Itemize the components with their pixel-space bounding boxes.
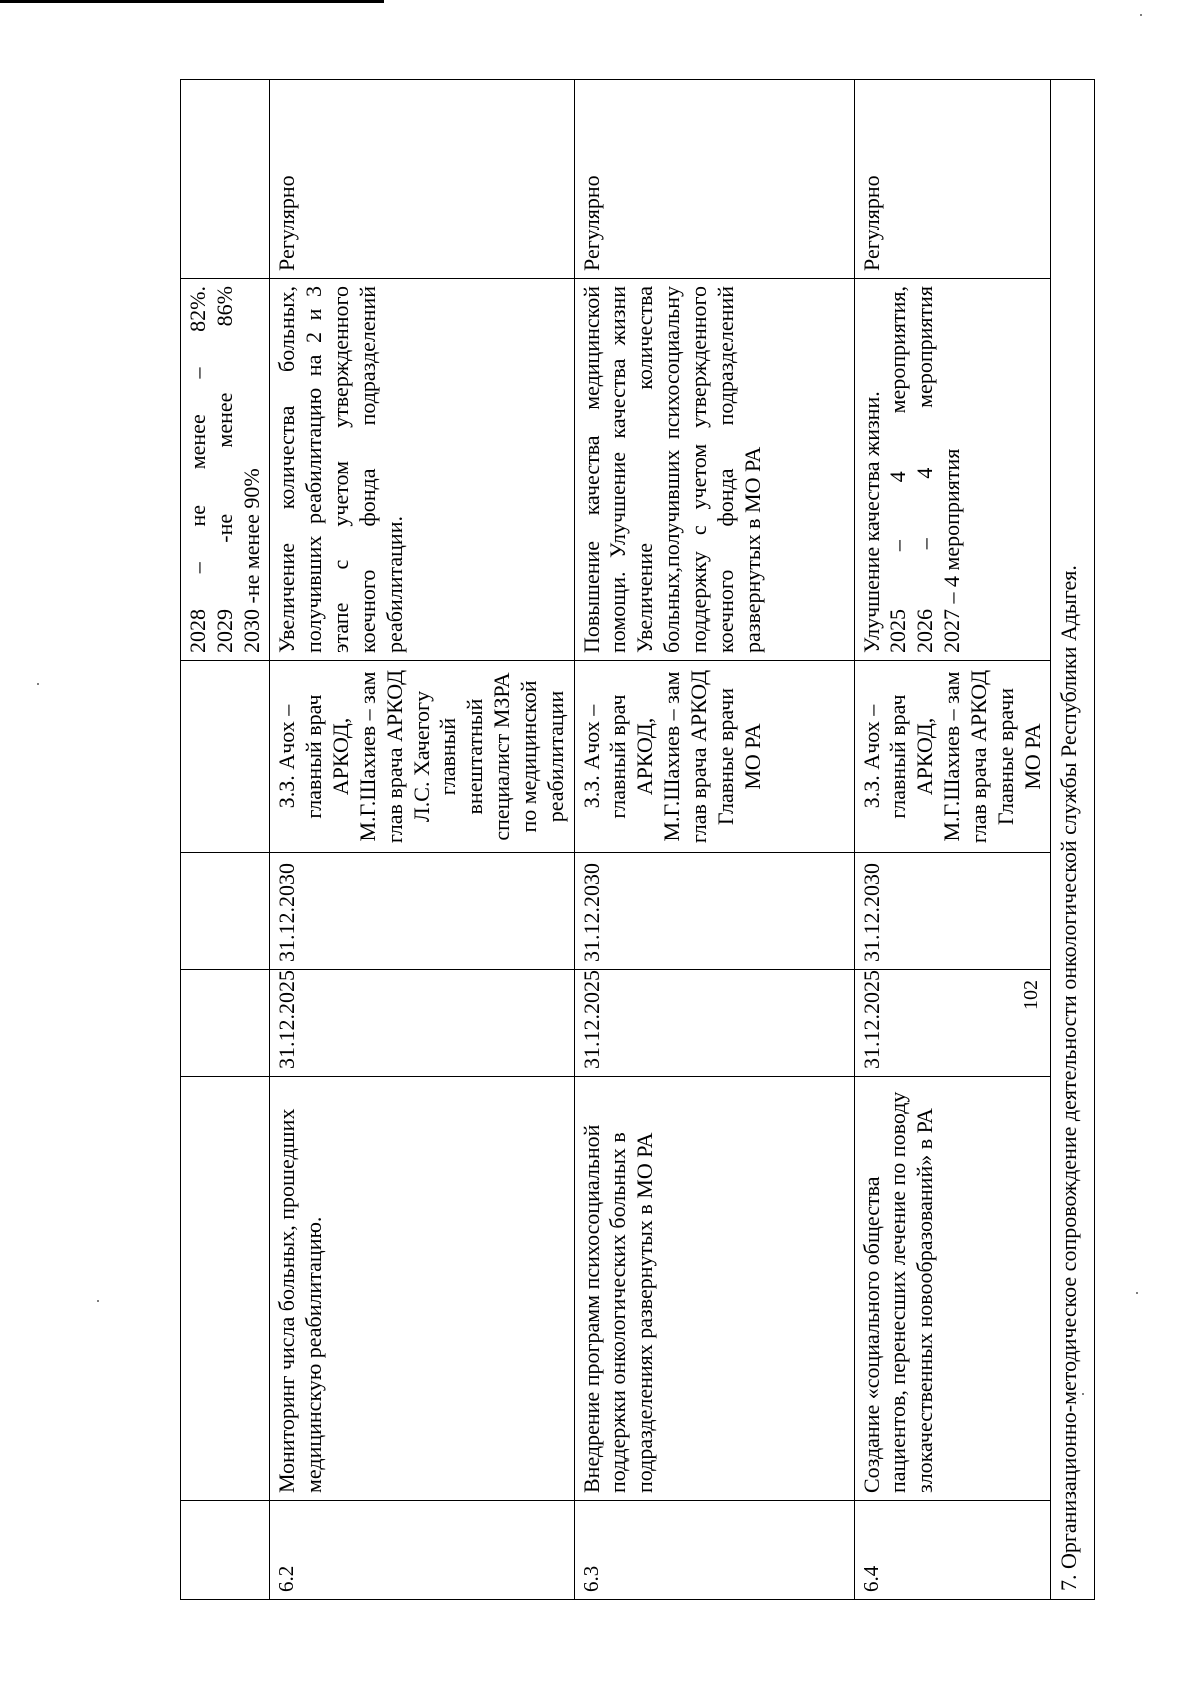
start-date: 31.12.2025 <box>854 970 1051 1077</box>
scan-speck <box>37 683 39 685</box>
top-edge-rule <box>0 0 384 3</box>
activity-text: Внедрение программ психосоциальной поддержки онкологических больных в подразделениях развернутых в МО РА <box>574 1077 854 1501</box>
indicator-line: 2029 -не менее 86% <box>211 286 237 653</box>
indicator-line: 2025 – 4 мероприятия, <box>885 286 911 653</box>
start-date: 31.12.2025 <box>574 970 854 1077</box>
table-row <box>574 80 854 1600</box>
row-number: 6.4 <box>854 1501 1051 1600</box>
row-number: 6.3 <box>574 1501 854 1600</box>
indicator-line: 2030 -не менее 90% <box>238 468 264 653</box>
end-date-cell <box>181 853 270 970</box>
row-number: 6.2 <box>270 1501 574 1600</box>
responsible-line: М.Г.Шахиев – зам глав врача АРКОД <box>939 669 991 844</box>
responsible-line: М.Г.Шахиев – зам глав врача АРКОД <box>659 669 711 844</box>
indicator-text: Повышение качества медицинской помощи. Улучшение качества жизни Увеличение количества больных,получивших психосоциальну поддержку с учетом утвержденного коечного фонда подразделений развернутых в МО РА <box>574 279 854 661</box>
indicator-line: 2026 – 4 мероприятия <box>912 286 938 653</box>
frequency-text: Регулярно <box>854 80 1051 279</box>
rotated-page <box>180 80 1082 1600</box>
responsible-line: З.З. Ачох – главный врач АРКОД, <box>578 694 658 819</box>
indicator-cell <box>181 279 270 661</box>
responsible-line: З.З. Ачох – главный врач АРКОД, <box>858 694 938 819</box>
scan-speck <box>1140 14 1142 16</box>
responsible-persons <box>270 661 574 853</box>
plan-table <box>180 79 1095 1600</box>
scan-speck <box>1136 1292 1138 1294</box>
section-row <box>1051 80 1095 1600</box>
responsible-line: М.Г.Шахиев – зам глав врача АРКОД <box>354 669 407 844</box>
responsible-line: Л.С. Хачегогу главный внештатный специалист МЗРА по медицинской реабилитации <box>408 672 568 841</box>
num-cell <box>181 1501 270 1600</box>
start-date-cell <box>181 970 270 1077</box>
table-row <box>854 80 1051 1600</box>
end-date: 31.12.2030 <box>574 853 854 970</box>
indicator-line: Улучшение качества жизни. <box>858 391 884 653</box>
indicator-line: 2027 – 4 мероприятия <box>939 448 965 653</box>
responsible-line: Главные врачи МО РА <box>992 687 1045 826</box>
responsible-persons <box>574 661 854 853</box>
indicator-line: 2028 – не менее – 82%. <box>185 286 210 653</box>
frequency-cell <box>181 80 270 279</box>
responsible-line: Главные врачи МО РА <box>712 687 765 826</box>
frequency-text: Регулярно <box>270 80 574 279</box>
activity-text: Мониторинг числа больных, прошедших медицинскую реабилитацию. <box>270 1077 574 1501</box>
frequency-text: Регулярно <box>574 80 854 279</box>
activity-cell <box>181 1077 270 1501</box>
responsible-cell <box>181 661 270 853</box>
responsible-persons <box>854 661 1051 853</box>
scan-speck <box>97 1300 99 1302</box>
end-date: 31.12.2030 <box>270 853 574 970</box>
indicator-text: Увеличение количества больных, получивших реабилитацию на 2 и 3 этапе с учетом утвержденного коечного фонда подразделений реабилитации. <box>270 279 574 661</box>
responsible-line: З.З. Ачох – главный врач АРКОД, <box>274 694 354 819</box>
activity-text: Создание «социального общества пациентов, перенесших лечение по поводу злокачественных новообразований» в РА <box>854 1077 1051 1501</box>
table-row <box>270 80 574 1600</box>
indicator-cell <box>854 279 1051 661</box>
page-number: 102 <box>1020 980 1042 1010</box>
end-date: 31.12.2030 <box>854 853 1051 970</box>
start-date: 31.12.2025 <box>270 970 574 1077</box>
section-heading: 7. Организационно-методическое сопровождение деятельности онкологической службы Республики Адыгея. <box>1051 80 1095 1600</box>
table-row-continued <box>181 80 270 1600</box>
